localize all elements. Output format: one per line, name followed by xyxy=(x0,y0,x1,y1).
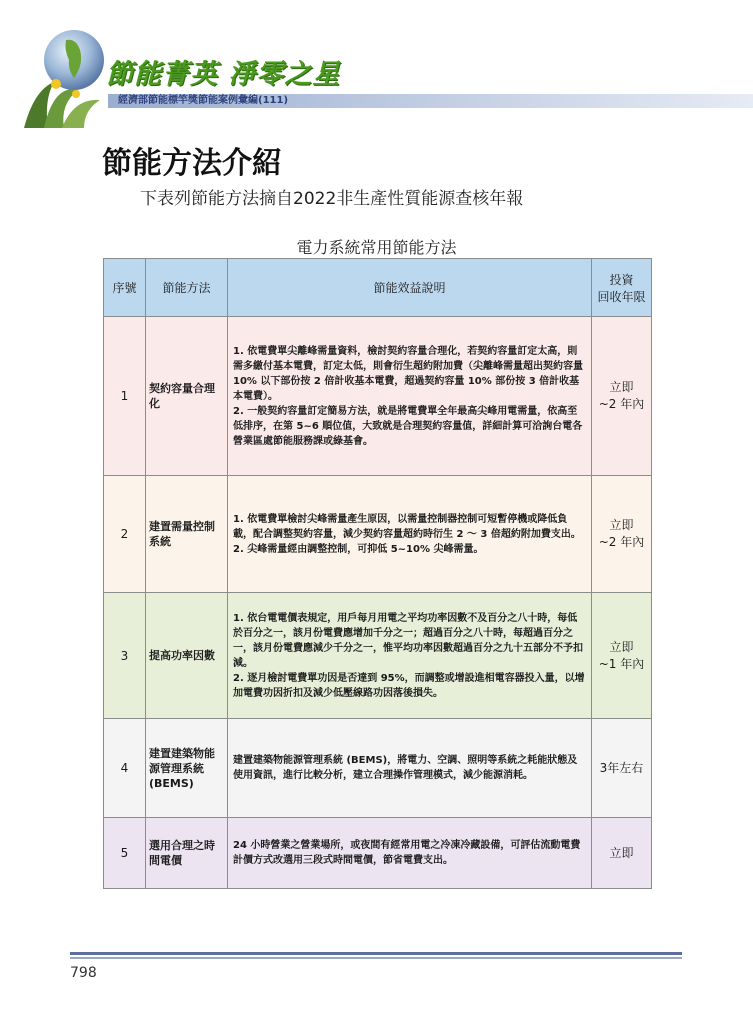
table-row xyxy=(104,317,652,476)
row-payback xyxy=(592,818,652,889)
row-no: 3 xyxy=(104,593,146,719)
table-row xyxy=(104,593,652,719)
row-method: 選用合理之時間電價 xyxy=(146,818,228,889)
row-payback xyxy=(592,317,652,476)
header-payback-line1: 投資 xyxy=(609,272,634,287)
row-desc: 建置建築物能源管理系統 (BEMS)，將電力、空調、照明等系統之耗能狀態及使用資訊，進行比較分析，建立合理操作管理模式，減少能源消耗。 xyxy=(228,719,592,818)
header-payback-line2: 回收年限 xyxy=(597,289,646,304)
globe-logo-icon xyxy=(14,20,114,130)
table-caption: 電力系統常用節能方法 xyxy=(296,238,457,257)
row-no: 4 xyxy=(104,719,146,818)
row-payback-line2: ~2 年內 xyxy=(598,397,645,411)
table-row xyxy=(104,719,652,818)
row-payback-line1: 立即 xyxy=(609,639,634,654)
table-header-row xyxy=(104,259,652,317)
row-payback xyxy=(592,593,652,719)
row-method: 建置需量控制系統 xyxy=(146,476,228,593)
methods-table xyxy=(103,258,652,889)
page-title: 節能方法介紹 xyxy=(102,146,282,181)
header-no: 序號 xyxy=(104,259,146,317)
brand-subtitle: 經濟部節能標竿獎節能案例彙編(111) xyxy=(118,95,289,106)
row-no: 1 xyxy=(104,317,146,476)
row-method: 建置建築物能源管理系統 (BEMS) xyxy=(146,719,228,818)
header-desc: 節能效益說明 xyxy=(228,259,592,317)
row-payback-line1: 立即 xyxy=(609,845,634,860)
row-desc: 24 小時營業之營業場所，或夜間有經常用電之冷凍冷藏設備，可評估流動電費計價方式改選用三段式時間電價，節省電費支出。 xyxy=(228,818,592,889)
row-payback xyxy=(592,719,652,818)
brand-title: 節能菁英 淨零之星 xyxy=(106,59,341,90)
table-row xyxy=(104,476,652,593)
row-payback-line1: 3年左右 xyxy=(599,760,644,775)
row-payback-line2: ~1 年內 xyxy=(598,656,645,671)
page-number: 798 xyxy=(70,965,97,981)
header-payback xyxy=(592,259,652,317)
row-payback-line1: 立即 xyxy=(609,518,634,532)
row-no: 5 xyxy=(104,818,146,889)
row-desc: 1. 依電費單檢討尖峰需量產生原因，以需量控制器控制可短暫停機或降低負載，配合調整契約容量，減少契約容量超約時衍生 2 ～ 3 倍超約附加費支出。 2. 尖峰需量經由調整控制，可抑低 5~10% 尖峰需量。 xyxy=(228,476,592,593)
header-method: 節能方法 xyxy=(146,259,228,317)
row-desc: 1. 依台電電價表規定，用戶每月用電之平均功率因數不及百分之八十時，每低於百分之一，該月份電費應增加千分之一；超過百分之八十時，每超過百分之一，該月份電費應減少千分之一，惟平均功率因數超過百分之九十五部分不予扣減。 2. 逐月檢討電費單功因是否達到 95%，而調整或增設進相電容器投入量，以增加電費功因折扣及減少低壓線路功因落後損失。 xyxy=(228,593,592,719)
row-payback xyxy=(592,476,652,593)
intro-text: 下表列節能方法摘自2022非生產性質能源查核年報 xyxy=(140,189,524,209)
row-no: 2 xyxy=(104,476,146,593)
footer-rule xyxy=(70,952,682,955)
row-payback-line1: 立即 xyxy=(609,380,634,394)
page-header xyxy=(0,0,753,140)
row-method: 契約容量合理化 xyxy=(146,317,228,476)
row-payback-line2: ~2 年內 xyxy=(598,535,645,549)
row-desc: 1. 依電費單尖離峰需量資料，檢討契約容量合理化，若契約容量訂定太高，則需多繳付基本電費，訂定太低，則會衍生超約附加費（尖離峰需量超出契約容量 10% 以下部份按 2 倍計收基本電費，超過契約容量 10% 部份按 3 倍計收基本電費）。 2. 一般契約容量訂定簡易方法，就是將電費單全年最高尖峰用電需量，依高至低排序，在第 5~6 順位值，大致就是合理契約容量值，詳細計算可洽詢台電各營業區處節能服務課或綠基會。 xyxy=(228,317,592,476)
footer-rule-thin xyxy=(70,957,682,959)
table-row xyxy=(104,818,652,889)
row-method: 提高功率因數 xyxy=(146,593,228,719)
